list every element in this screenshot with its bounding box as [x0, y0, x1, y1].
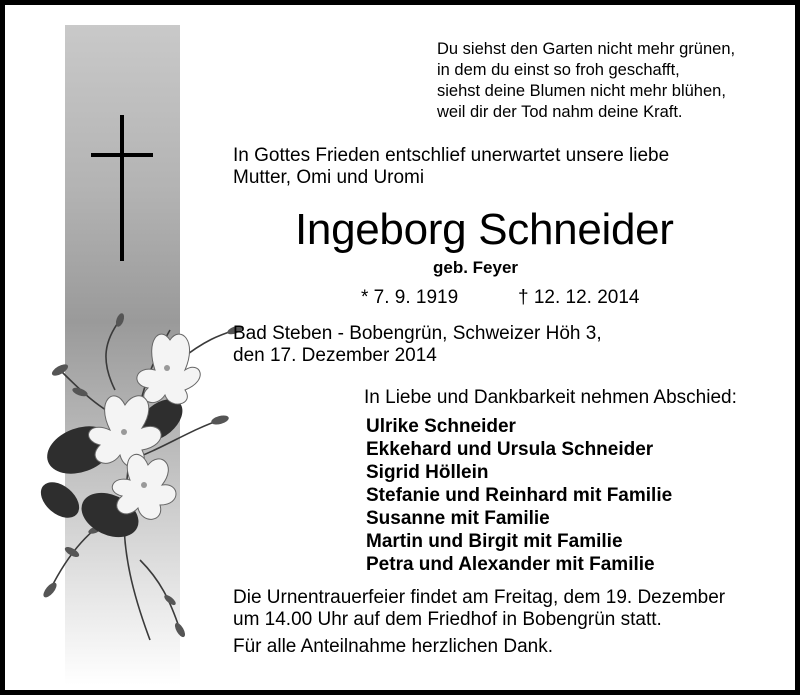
mourners-list — [366, 415, 672, 576]
poem — [437, 39, 735, 123]
list-item: Petra und Alexander mit Familie — [366, 554, 655, 575]
list-item: Martin und Birgit mit Familie — [366, 531, 623, 552]
deceased-name: Ingeborg Schneider — [295, 205, 674, 254]
funeral-line: Die Urnentrauerfeier findet am Freitag, dem 19. Dezember — [233, 587, 726, 608]
intro-line: In Gottes Frieden entschlief unerwartet unsere liebe — [233, 145, 670, 166]
intro-text — [233, 145, 669, 189]
birth-name: geb. Feyer — [433, 258, 519, 277]
poem-line: siehst deine Blumen nicht mehr blühen, — [437, 82, 726, 100]
poem-line: weil dir der Tod nahm deine Kraft. — [437, 103, 683, 121]
birth-date: * 7. 9. 1919 — [361, 287, 459, 308]
date-line: den 17. Dezember 2014 — [233, 345, 437, 366]
farewell-line: In Liebe und Dankbarkeit nehmen Abschied: — [364, 387, 737, 408]
thanks-line: Für alle Anteilnahme herzlichen Dank. — [233, 636, 554, 657]
funeral-notice — [233, 587, 725, 631]
list-item: Stefanie und Reinhard mit Familie — [366, 485, 673, 506]
death-date: † 12. 12. 2014 — [518, 287, 640, 308]
cross-icon — [91, 115, 153, 261]
list-item: Sigrid Höllein — [366, 462, 489, 483]
list-item: Ulrike Schneider — [366, 416, 516, 437]
poem-line: Du siehst den Garten nicht mehr grünen, — [437, 40, 736, 58]
list-item: Ekkehard und Ursula Schneider — [366, 439, 654, 460]
funeral-line: um 14.00 Uhr auf dem Friedhof in Bobengrün statt. — [233, 609, 662, 630]
place-and-date — [233, 323, 602, 367]
place-line: Bad Steben - Bobengrün, Schweizer Höh 3, — [233, 323, 602, 344]
intro-line: Mutter, Omi und Uromi — [233, 167, 425, 188]
list-item: Susanne mit Familie — [366, 508, 550, 529]
lily-bouquet-icon — [20, 300, 245, 645]
poem-line: in dem du einst so froh geschafft, — [437, 61, 680, 79]
